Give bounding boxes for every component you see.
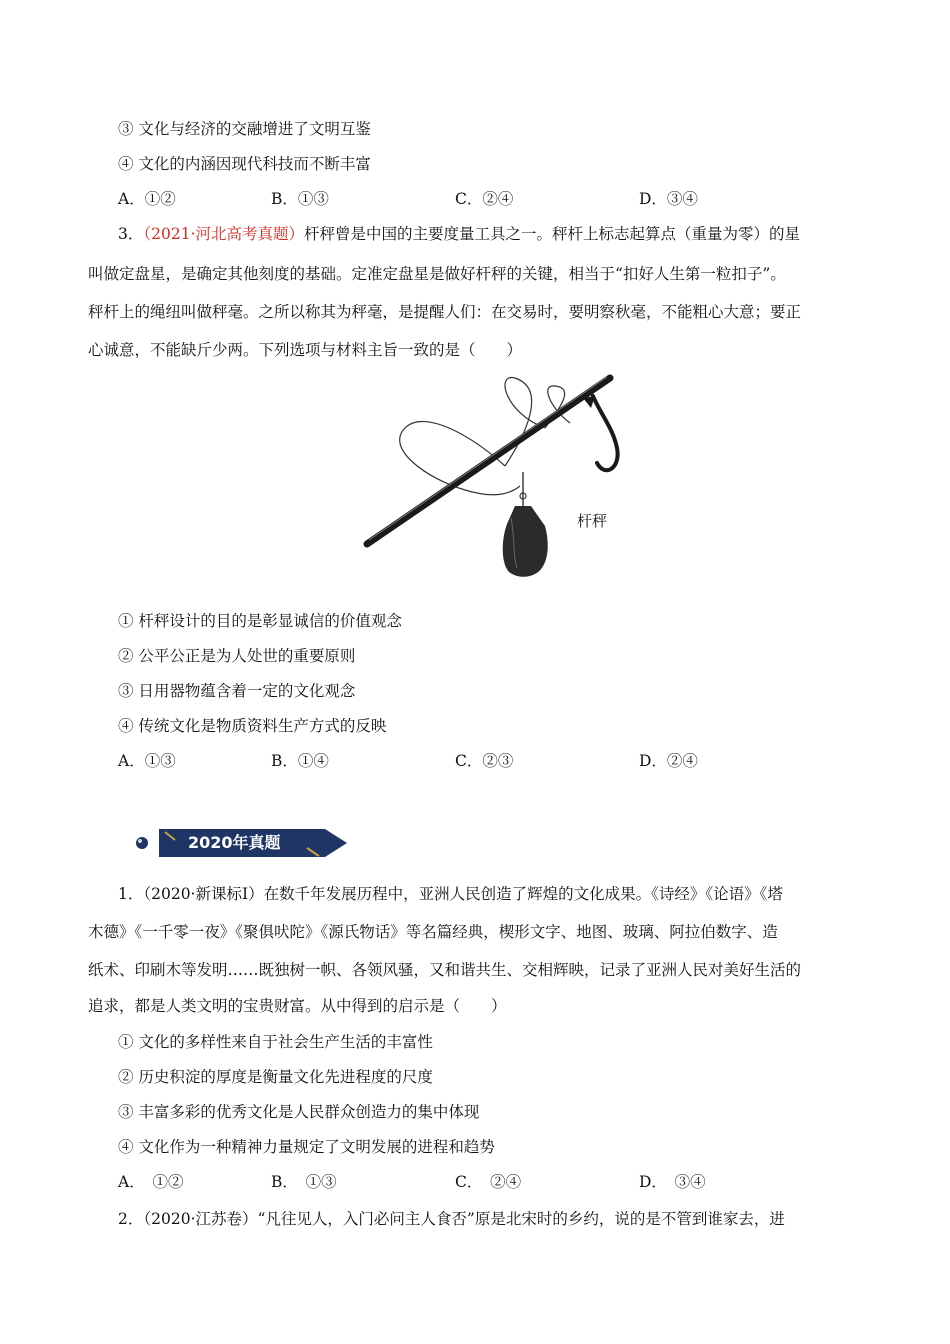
q2020-1-choice-b: B． ①③ (271, 1173, 337, 1191)
q3-choice-b: B．①④ (271, 752, 329, 770)
banner-bullet-icon (136, 837, 148, 849)
q3-number: 3． (118, 225, 144, 243)
q2020-1-line-1: 1．（2020·新课标Ⅰ）在数千年发展历程中，亚洲人民创造了辉煌的文化成果。《诗经》《论语》《塔 (118, 885, 783, 903)
q2020-1-choice-c: C． ②④ (455, 1173, 522, 1191)
q2-option-item-4: ④ 文化的内涵因现代科技而不断丰富 (118, 155, 371, 173)
q2-choice-c: C．②④ (455, 190, 514, 208)
steelyard-label: 杆秤 (577, 512, 608, 530)
q3-source: （2021·河北高考真题） (143, 225, 304, 243)
q3-option-item-3: ③ 日用器物蕴含着一定的文化观念 (118, 682, 356, 700)
q3-option-item-1: ① 杆秤设计的目的是彰显诚信的价值观念 (118, 612, 402, 630)
q2020-1-line-4: 追求，都是人类文明的宝贵财富。从中得到的启示是（ ） (88, 997, 507, 1015)
section-title: 2020年真题 (188, 833, 281, 852)
q3-stem-1: 杆秤曾是中国的主要度量工具之一。秤杆上标志起算点（重量为零）的星 (304, 225, 801, 243)
q3-choice-c: C．②③ (455, 752, 514, 770)
q3-line-4: 心诚意，不能缺斤少两。下列选项与材料主旨一致的是（ ） (88, 341, 523, 359)
q2-choice-d: D．③④ (639, 190, 698, 208)
q2-choice-a: A．①② (118, 190, 176, 208)
steelyard-figure (355, 368, 625, 580)
q2020-1-choice-a: A． ①② (118, 1173, 184, 1191)
q2020-1-option-item-4: ④ 文化作为一种精神力量规定了文明发展的进程和趋势 (118, 1138, 495, 1156)
q3-option-item-2: ② 公平公正是为人处世的重要原则 (118, 647, 356, 665)
q2020-2-line-1: 2．（2020·江苏卷）“凡往见人，入门必问主人食否”原是北宋时的乡约，说的是不管到谁家去，进 (118, 1210, 785, 1228)
q2020-1-option-item-1: ① 文化的多样性来自于社会生产生活的丰富性 (118, 1033, 433, 1051)
q3-choice-d: D．②④ (639, 752, 698, 770)
q3-line-2: 叫做定盘星，是确定其他刻度的基础。定准定盘星是做好杆秤的关键，相当于“扣好人生第一粒扣子”。 (88, 265, 786, 283)
q3-choice-a: A．①③ (118, 752, 176, 770)
q2020-1-choice-d: D． ③④ (639, 1173, 706, 1191)
q2020-1-option-item-3: ③ 丰富多彩的优秀文化是人民群众创造力的集中体现 (118, 1103, 480, 1121)
q3-line-1 (118, 224, 858, 244)
q3-option-item-4: ④ 传统文化是物质资料生产方式的反映 (118, 717, 387, 735)
q2-choice-b: B．①③ (271, 190, 329, 208)
q2020-1-line-2: 木德》《一千零一夜》《聚俱吠陀》《源氏物话》等名篇经典，楔形文字、地图、玻璃、阿拉伯数字、造 (88, 923, 778, 941)
q2-option-item-3: ③ 文化与经济的交融增进了文明互鉴 (118, 120, 371, 138)
q3-line-3: 秤杆上的绳纽叫做秤毫。之所以称其为秤毫，是提醒人们：在交易时，要明察秋毫，不能粗心大意；要正 (88, 303, 802, 321)
q2020-1-option-item-2: ② 历史积淀的厚度是衡量文化先进程度的尺度 (118, 1068, 433, 1086)
q2020-1-line-3: 纸术、印刷木等发明……既独树一帜、各领风骚，又和谐共生、交相辉映，记录了亚洲人民对美好生活的 (88, 961, 802, 979)
